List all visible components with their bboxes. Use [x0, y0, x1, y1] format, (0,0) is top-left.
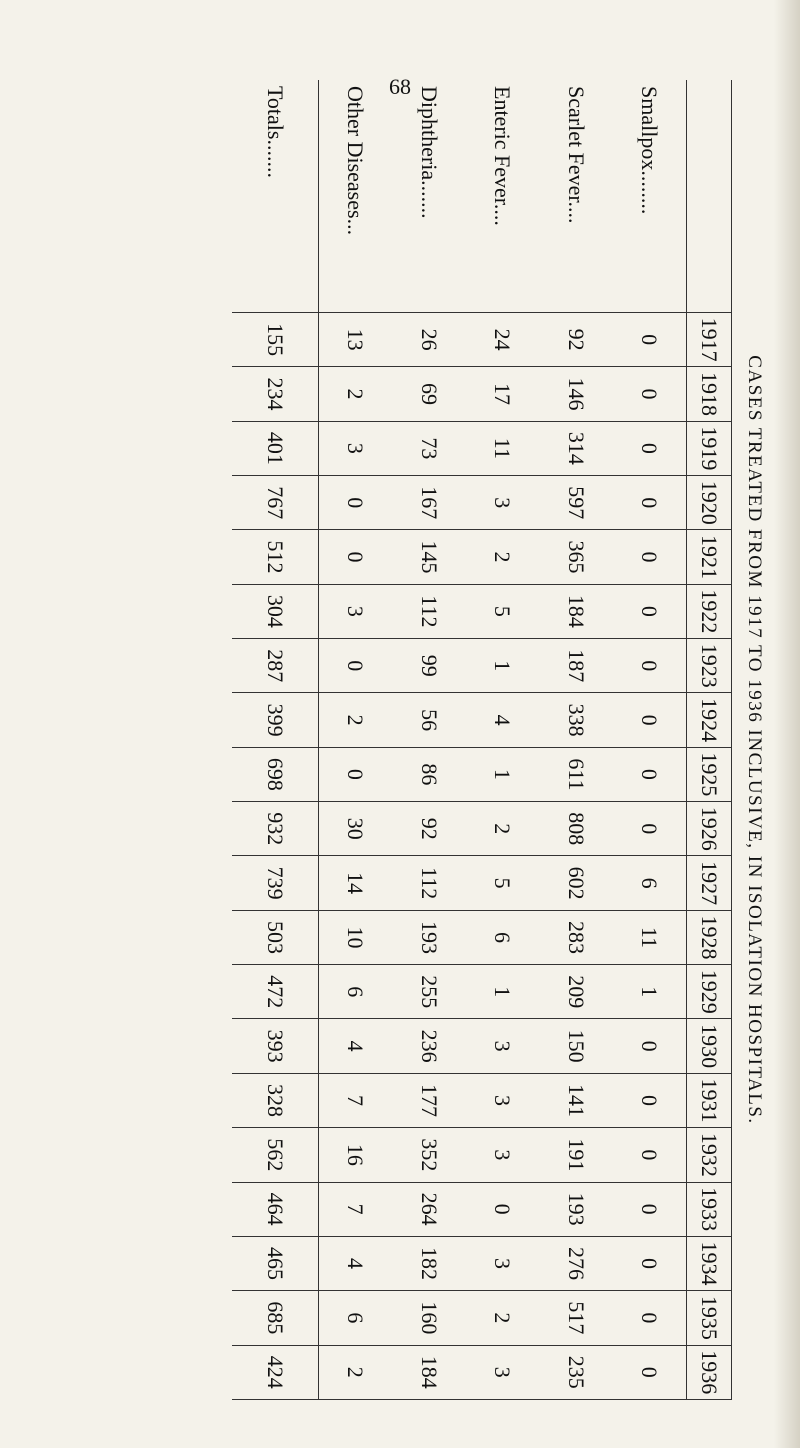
- table-cell: 287: [232, 639, 318, 693]
- table-cell: 2: [318, 1345, 392, 1399]
- table-cell: 14: [318, 856, 392, 910]
- table-cell: 86: [392, 747, 466, 801]
- table-cell: 0: [613, 1073, 687, 1127]
- table-cell: 236: [392, 1019, 466, 1073]
- year-header: 1917: [687, 313, 732, 367]
- table-cell: 517: [539, 1291, 613, 1345]
- table-cell: 193: [392, 910, 466, 964]
- table-cell: 26: [392, 313, 466, 367]
- table-cell: 0: [466, 1182, 540, 1236]
- table-cell: 401: [232, 421, 318, 475]
- year-header: 1933: [687, 1182, 732, 1236]
- table-cell: 304: [232, 584, 318, 638]
- table-cell: 2: [466, 802, 540, 856]
- table-cell: 255: [392, 965, 466, 1019]
- label-header: [687, 80, 732, 313]
- table-cell: 182: [392, 1236, 466, 1290]
- table-cell: 145: [392, 530, 466, 584]
- table-cell: 3: [318, 421, 392, 475]
- table-cell: 0: [613, 367, 687, 421]
- table-cell: 424: [232, 1345, 318, 1399]
- table-cell: 1: [613, 965, 687, 1019]
- table-row: [232, 80, 318, 1400]
- table-cell: 0: [613, 747, 687, 801]
- table-cell: 3: [466, 1236, 540, 1290]
- page-number: 68: [389, 74, 411, 99]
- table-cell: 685: [232, 1291, 318, 1345]
- year-header: 1926: [687, 802, 732, 856]
- table-cell: 365: [539, 530, 613, 584]
- table-cell: 7: [318, 1073, 392, 1127]
- table-cell: 5: [466, 856, 540, 910]
- table-cell: 155: [232, 313, 318, 367]
- table-cell: 30: [318, 802, 392, 856]
- year-header: 1923: [687, 639, 732, 693]
- table-cell: 3: [466, 476, 540, 530]
- table-cell: 0: [613, 1128, 687, 1182]
- table-cell: 0: [318, 639, 392, 693]
- table-cell: 3: [466, 1128, 540, 1182]
- year-header: 1934: [687, 1236, 732, 1290]
- year-header: 1936: [687, 1345, 732, 1399]
- table-cell: 69: [392, 367, 466, 421]
- row-label: Enteric Fever....: [466, 80, 540, 313]
- table-cell: 465: [232, 1236, 318, 1290]
- table-cell: 393: [232, 1019, 318, 1073]
- table-cell: 0: [318, 530, 392, 584]
- table-row: [466, 80, 540, 1400]
- page-edge-shadow: [774, 0, 800, 1448]
- table-cell: 3: [466, 1073, 540, 1127]
- table-cell: 24: [466, 313, 540, 367]
- table-cell: 0: [613, 421, 687, 475]
- table-cell: 767: [232, 476, 318, 530]
- table-cell: 184: [539, 584, 613, 638]
- table-cell: 739: [232, 856, 318, 910]
- table-cell: 0: [613, 1345, 687, 1399]
- table-cell: 209: [539, 965, 613, 1019]
- table-cell: 698: [232, 747, 318, 801]
- table-cell: 6: [613, 856, 687, 910]
- table-cell: 264: [392, 1182, 466, 1236]
- table-cell: 0: [613, 530, 687, 584]
- year-header: 1930: [687, 1019, 732, 1073]
- table-cell: 338: [539, 693, 613, 747]
- year-header: 1929: [687, 965, 732, 1019]
- table-cell: 4: [318, 1236, 392, 1290]
- table-cell: 1: [466, 965, 540, 1019]
- table-cell: 99: [392, 639, 466, 693]
- year-header: 1932: [687, 1128, 732, 1182]
- table-cell: 0: [613, 1182, 687, 1236]
- table-cell: 17: [466, 367, 540, 421]
- table-cell: 4: [466, 693, 540, 747]
- table-cell: 11: [466, 421, 540, 475]
- year-header: 1931: [687, 1073, 732, 1127]
- table-cell: 141: [539, 1073, 613, 1127]
- year-header: 1919: [687, 421, 732, 475]
- year-header-row: [687, 80, 732, 1400]
- table-cell: 234: [232, 367, 318, 421]
- table-cell: 2: [466, 530, 540, 584]
- table-cell: 0: [613, 639, 687, 693]
- row-label: Totals.......: [232, 80, 318, 313]
- table-cell: 932: [232, 802, 318, 856]
- table-cell: 6: [318, 1291, 392, 1345]
- table-cell: 2: [466, 1291, 540, 1345]
- year-header: 1927: [687, 856, 732, 910]
- row-label: Diphtheria.......: [392, 80, 466, 313]
- table-cell: 56: [392, 693, 466, 747]
- table-cell: 167: [392, 476, 466, 530]
- table-cell: 0: [318, 476, 392, 530]
- table-cell: 6: [466, 910, 540, 964]
- table-cell: 146: [539, 367, 613, 421]
- table-cell: 92: [539, 313, 613, 367]
- year-header: 1935: [687, 1291, 732, 1345]
- table-cell: 464: [232, 1182, 318, 1236]
- table-cell: 0: [318, 747, 392, 801]
- table-cell: 187: [539, 639, 613, 693]
- cases-table: [232, 80, 732, 1400]
- table-cell: 5: [466, 584, 540, 638]
- table-cell: 602: [539, 856, 613, 910]
- table-cell: 112: [392, 584, 466, 638]
- table-cell: 503: [232, 910, 318, 964]
- table-cell: 1: [466, 747, 540, 801]
- year-header: 1928: [687, 910, 732, 964]
- table-cell: 11: [613, 910, 687, 964]
- table-cell: 314: [539, 421, 613, 475]
- table-cell: 352: [392, 1128, 466, 1182]
- table-cell: 0: [613, 584, 687, 638]
- table-row: [539, 80, 613, 1400]
- table-cell: 0: [613, 476, 687, 530]
- table-cell: 283: [539, 910, 613, 964]
- table-cell: 13: [318, 313, 392, 367]
- table-caption: CASES TREATED FROM 1917 TO 1936 INCLUSIVE, IN ISOLATION HOSPITALS.: [744, 355, 765, 1125]
- row-label: Smallpox........: [613, 80, 687, 313]
- table-cell: 112: [392, 856, 466, 910]
- table-cell: 0: [613, 1236, 687, 1290]
- table-cell: 512: [232, 530, 318, 584]
- table-cell: 235: [539, 1345, 613, 1399]
- table-cell: 611: [539, 747, 613, 801]
- row-label: Other Diseases...: [318, 80, 392, 313]
- table-row: [392, 80, 466, 1400]
- table-row: [613, 80, 687, 1400]
- table-cell: 328: [232, 1073, 318, 1127]
- table-cell: 0: [613, 313, 687, 367]
- table-cell: 0: [613, 1291, 687, 1345]
- year-header: 1920: [687, 476, 732, 530]
- table-cell: 4: [318, 1019, 392, 1073]
- year-header: 1922: [687, 584, 732, 638]
- table-cell: 191: [539, 1128, 613, 1182]
- table-cell: 399: [232, 693, 318, 747]
- year-header: 1925: [687, 747, 732, 801]
- table-row: [318, 80, 392, 1400]
- table-cell: 3: [466, 1019, 540, 1073]
- table-cell: 3: [466, 1345, 540, 1399]
- year-header: 1918: [687, 367, 732, 421]
- row-label: Scarlet Fever....: [539, 80, 613, 313]
- table-cell: 150: [539, 1019, 613, 1073]
- table-body: [232, 80, 687, 1400]
- table-cell: 562: [232, 1128, 318, 1182]
- table-cell: 7: [318, 1182, 392, 1236]
- table-cell: 597: [539, 476, 613, 530]
- table-cell: 0: [613, 693, 687, 747]
- table-cell: 808: [539, 802, 613, 856]
- year-header: 1924: [687, 693, 732, 747]
- rotated-table-block: [212, 80, 772, 1400]
- table-cell: 3: [318, 584, 392, 638]
- table-cell: 1: [466, 639, 540, 693]
- table-cell: 160: [392, 1291, 466, 1345]
- table-cell: 0: [613, 802, 687, 856]
- table-cell: 6: [318, 965, 392, 1019]
- table-cell: 2: [318, 367, 392, 421]
- table-cell: 184: [392, 1345, 466, 1399]
- year-header: 1921: [687, 530, 732, 584]
- table-cell: 177: [392, 1073, 466, 1127]
- table-cell: 16: [318, 1128, 392, 1182]
- table-cell: 0: [613, 1019, 687, 1073]
- table-cell: 10: [318, 910, 392, 964]
- table-cell: 472: [232, 965, 318, 1019]
- table-cell: 73: [392, 421, 466, 475]
- table-cell: 2: [318, 693, 392, 747]
- table-cell: 193: [539, 1182, 613, 1236]
- table-cell: 276: [539, 1236, 613, 1290]
- table-cell: 92: [392, 802, 466, 856]
